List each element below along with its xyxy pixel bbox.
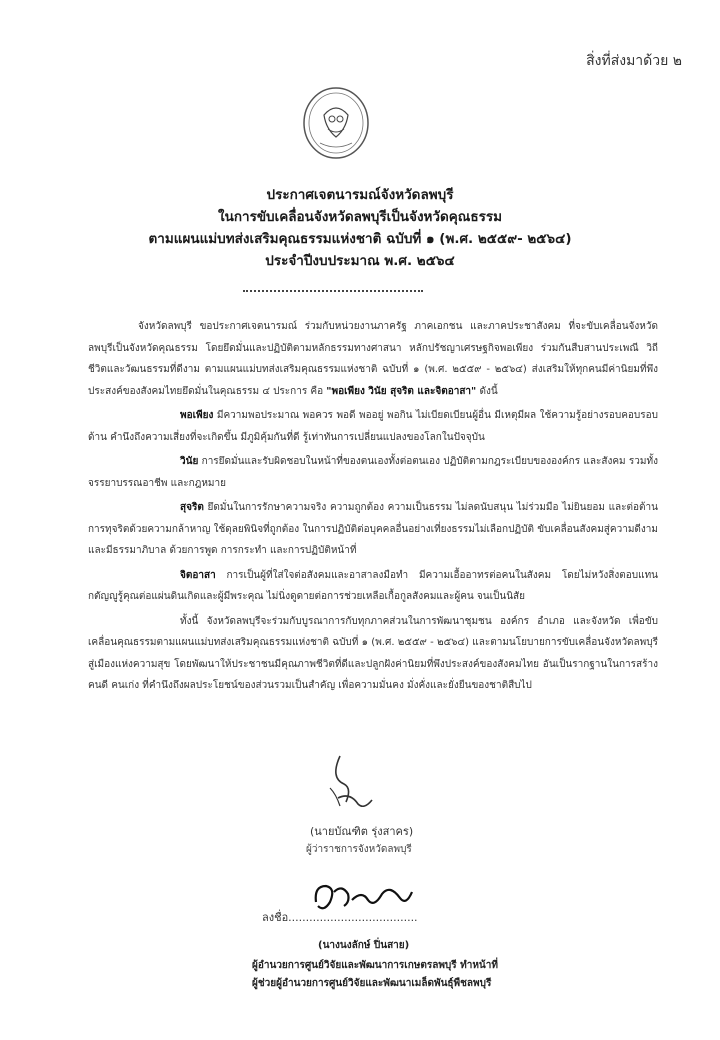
signed-label: ลงชื่อ..................................... (262, 911, 418, 924)
governor-name: (นายบัณฑิต รุ่งสาคร) (310, 825, 414, 838)
governor-position: ผู้ว่าราชการจังหวัดลพบุรี (306, 844, 412, 855)
sufficiency-text: มีความพอประมาณ พอควร พอดี พออยู่ พอกิน ไม่เบียดเบียนผู้อื่น มีเหตุมีผล ใช้ความรู้อย่างรอบคอบรอบด้าน คำนึงถึงความเสี่ยงที่จะเกิดขึ้น มีภูมิคุ้มกันที่ดี รู้เท่าทันการเปลี่ยนแปลงของโลกในปัจจุบัน (88, 410, 658, 443)
governor-signature (300, 748, 410, 816)
certifier-position-line-1: ผู้อำนวยการศูนย์วิจัยและพัฒนาการเกษตรลพบุรี ทำหน้าที่ (252, 960, 498, 971)
discipline-text: การยึดมั่นและรับผิดชอบในหน้าที่ของตนเองทั้งต่อตนเอง ปฏิบัติตามกฎระเบียบขององค์กร และสังคม รวมทั้งจรรยาบรรณอาชีพ และกฎหมาย (88, 456, 658, 489)
discipline-term: วินัย (180, 456, 199, 467)
document-heading (60, 184, 660, 272)
attachment-label: สิ่งที่ส่งมาด้วย ๒ (586, 53, 682, 69)
honesty-paragraph (88, 497, 658, 562)
certifier-name: (นางนงลักษ์ ปิ่นสาย) (318, 940, 410, 951)
sufficiency-paragraph (88, 405, 658, 448)
discipline-paragraph (88, 451, 658, 494)
honesty-term: สุจริต (180, 502, 204, 513)
honesty-text: ยึดมั่นในการรักษาความจริง ความถูกต้อง ความเป็นธรรม ไม่ลดนับสนุน ไม่ร่วมมือ ไม่ยินยอม และต่อต้านการทุจริตด้วยความกล้าหาญ ใช้ดุลยพินิจที่ถูกต้อง ในการปฏิบัติต่อบุคคลอื่นอย่างเที่ยงธรรมไม่เลือกปฏิบัติ ขับเคลื่อนสังคมสู่ความดีงามและมีธรรมาภิบาล ด้วยการพูด การกระทำ และการปฏิบัติหน้าที่ (88, 502, 658, 556)
document-body (88, 316, 658, 700)
volunteer-term: จิตอาสา (180, 569, 216, 581)
certifier-position-line-2: ผู้ช่วยผู้อำนวยการศูนย์วิจัยและพัฒนาเมล็ดพันธุ์พืชลพบุรี (252, 978, 492, 989)
heading-line-1: ประกาศเจตนารมณ์จังหวัดลพบุรี (266, 187, 454, 203)
volunteer-text: การเป็นผู้ที่ใส่ใจต่อสังคมและอาสาลงมือทำ มีความเอื้ออาทรต่อคนในสังคม โดยไม่หวังสิ่งตอบแทน กตัญญูรู้คุณต่อแผ่นดินเกิดและผู้มีพระคุณ ไม่นิ่งดูดายต่อการช่วยเหลือเกื้อกูลสังคมและผู้คน จนเป็นนิสัย (88, 569, 658, 602)
intro-text: จังหวัดลพบุรี ขอประกาศเจตนารมณ์ ร่วมกับหน่วยงานภาครัฐ ภาคเอกชน และภาคประชาสังคม ที่จะขับเคลื่อนจังหวัดลพบุรีเป็นจังหวัดคุณธรรม โดยยึดมั่นและปฏิบัติตามหลักธรรมทางศาสนา หลักปรัชญาเศรษฐกิจพอเพียง ร่วมกันสืบสานประเพณี วิถีชีวิตและวัฒนธรรมที่ดีงาม ตามแผนแม่บทส่งเสริมคุณธรรมแห่งชาติ ฉบับที่ ๑ (พ.ศ. ๒๕๕๙ - ๒๕๖๔) ส่งเสริมให้ทุกคนมีค่านิยมที่พึงประสงค์ของสังคมไทยยึดมั่นในคุณธรรม ๔ ประการ คือ (88, 321, 658, 397)
provincial-seal-icon (302, 85, 370, 161)
heading-line-4: ประจำปีงบประมาณ พ.ศ. ๒๕๖๔ (265, 253, 455, 269)
dotted-divider (243, 290, 423, 292)
closing-paragraph: ทั้งนี้ จังหวัดลพบุรีจะร่วมกับบูรณาการกับทุกภาคส่วนในการพัฒนาชุมชน องค์กร อำเภอ และจังหวัด เพื่อขับเคลื่อนคุณธรรมตามแผนแม่บทส่งเสริมคุณธรรมแห่งชาติ ฉบับที่ ๑ (พ.ศ. ๒๕๕๙ - ๒๕๖๔) และตามนโยบายการขับเคลื่อนจังหวัดลพบุรีสู่เมืองแห่งความสุข โดยพัฒนาให้ประชาชนมีคุณภาพชีวิตที่ดีและปลูกฝังค่านิยมที่พึงประสงค์ของสังคมไทย อันเป็นรากฐานในการสร้างคนดี คนเก่ง ที่คำนึงถึงผลประโยชน์ของส่วนรวมเป็นสำคัญ เพื่อความมั่นคง มั่งคั่งและยั่งยืนของชาติสืบไป (88, 615, 658, 691)
heading-line-2: ในการขับเคลื่อนจังหวัดลพบุรีเป็นจังหวัดคุณธรรม (218, 209, 502, 225)
volunteer-paragraph (88, 565, 658, 608)
intro-virtues: "พอเพียง วินัย สุจริต และจิตอาสา" (326, 385, 477, 397)
intro-end: ดังนี้ (479, 385, 498, 397)
heading-line-3: ตามแผนแม่บทส่งเสริมคุณธรรมแห่งชาติ ฉบับที่ ๑ (พ.ศ. ๒๕๕๙- ๒๕๖๔) (148, 231, 572, 247)
sufficiency-term: พอเพียง (180, 410, 214, 421)
intro-paragraph (88, 316, 658, 402)
